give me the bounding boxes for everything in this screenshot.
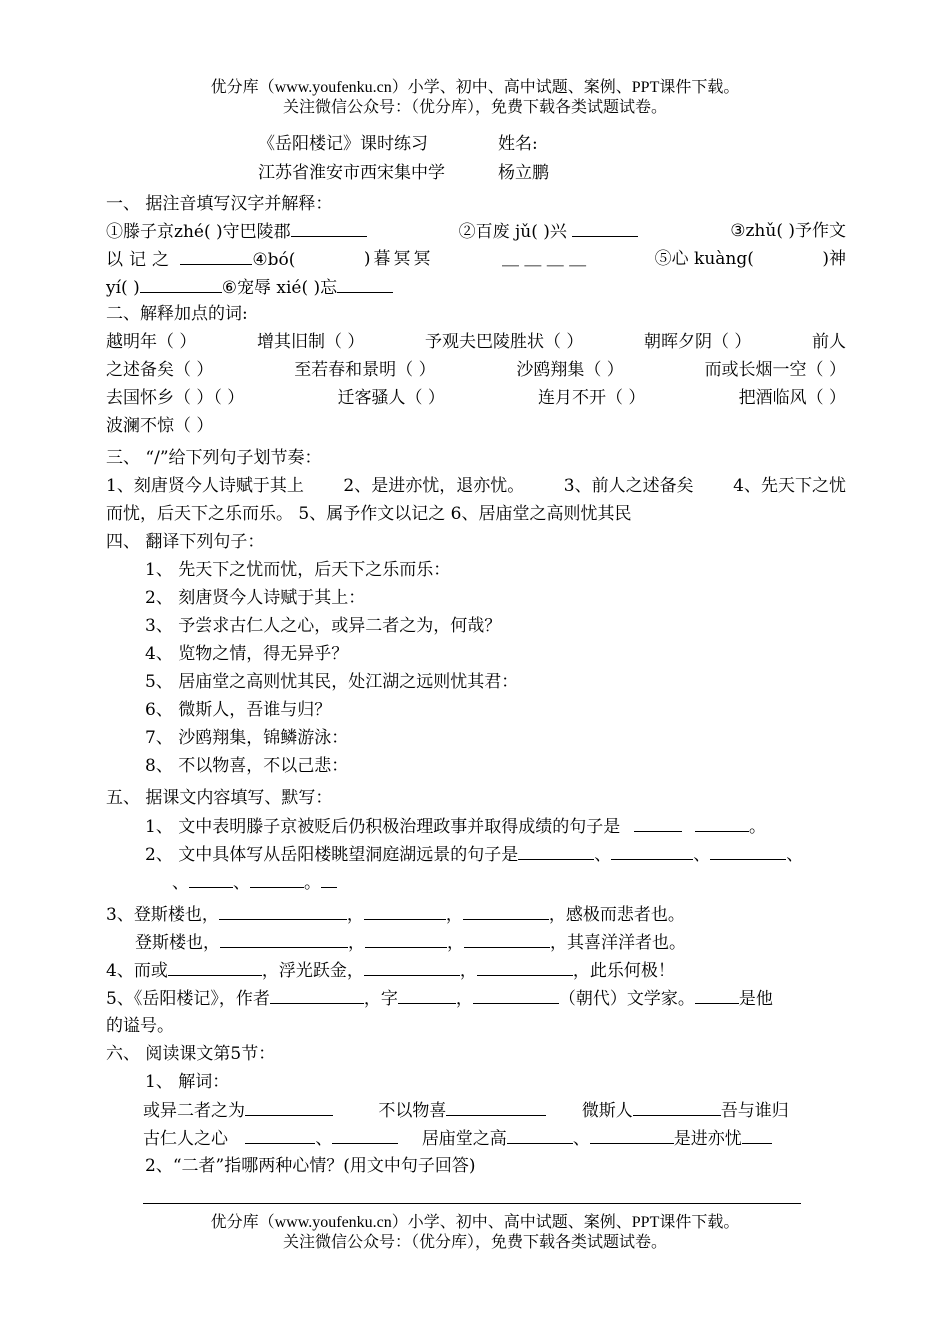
- fill-question-4: 4、而或 ，浮光跃金， ， ，此乐何极！: [106, 961, 675, 981]
- answer-blank[interactable]: [446, 1099, 546, 1116]
- answer-blank[interactable]: [140, 276, 222, 293]
- school-name: 江苏省淮安市西宋集中学: [258, 163, 445, 183]
- answer-blank[interactable]: [695, 987, 739, 1004]
- answer-blank[interactable]: [245, 1127, 315, 1144]
- fill-question-5-continued: 的谥号。: [106, 1016, 174, 1036]
- section-2-row-2: 之述备矣（ ） 至若春和景明（ ） 沙鸥翔集（ ） 而或长烟一空（ ）: [106, 360, 846, 380]
- footer-line-2: 关注微信公众号：（优分库），免费下载各类试题试卷。: [282, 1234, 667, 1251]
- answer-blank[interactable]: [463, 903, 549, 920]
- answer-blank[interactable]: [180, 248, 252, 265]
- page-title: 《岳阳楼记》课时练习: [258, 134, 428, 154]
- answer-blank[interactable]: [337, 276, 393, 293]
- answer-blank[interactable]: [590, 1127, 674, 1144]
- answer-blank[interactable]: [710, 843, 786, 860]
- section-6-heading: 六、 阅读课文第5节：: [106, 1044, 276, 1064]
- answer-blank[interactable]: [695, 815, 749, 832]
- answer-blank[interactable]: [189, 871, 233, 888]
- section-2-row-3: 去国怀乡（ ）（ ） 迁客骚人（ ） 连月不开（ ） 把酒临风（ ）: [106, 388, 846, 408]
- fill-question-2-continued: 、 、 。: [172, 871, 337, 894]
- answer-blank[interactable]: [219, 903, 347, 920]
- answer-blank[interactable]: [220, 931, 348, 948]
- section-3-line-2: 而忧，后天下之乐而乐。 5、属予作文以记之 6、居庙堂之高则忧其民: [106, 504, 632, 524]
- section-6-sub-2: 2、“二者”指哪两种心情？(用文中句子回答): [145, 1156, 476, 1176]
- section-1-heading: 一、 据注音填写汉字并解释：: [106, 194, 333, 214]
- section-4-heading: 四、 翻译下列句子：: [106, 532, 265, 552]
- answer-line[interactable]: [143, 1203, 801, 1204]
- answer-blank[interactable]: [572, 220, 638, 237]
- vocab-line-1: 或异二者之为 不以物喜 微斯人 吾与谁归: [143, 1101, 789, 1121]
- answer-blank[interactable]: [634, 815, 682, 832]
- header-line-2: 关注微信公众号：（优分库），免费下载各类试题试卷。: [282, 99, 667, 116]
- section-6-sub-1: 1、 解词：: [145, 1072, 230, 1092]
- answer-blank[interactable]: [611, 843, 693, 860]
- answer-blank[interactable]: [364, 959, 460, 976]
- answer-blank[interactable]: [365, 931, 447, 948]
- translate-item: 7、 沙鸥翔集，锦鳞游泳：: [145, 728, 349, 748]
- author-name: 杨立鹏: [498, 163, 549, 183]
- answer-blank[interactable]: [473, 987, 559, 1004]
- answer-blank[interactable]: [464, 931, 550, 948]
- vocab-line-2: 古仁人之心 、 居庙堂之高 、 是进亦忧: [143, 1127, 772, 1150]
- name-label: 姓名:: [498, 134, 538, 154]
- translate-item: 2、 刻唐贤今人诗赋于其上：: [145, 588, 366, 608]
- answer-blank[interactable]: [364, 903, 446, 920]
- answer-blank[interactable]: [742, 1127, 772, 1144]
- answer-blank[interactable]: [633, 1099, 721, 1116]
- section-5-heading: 五、 据课文内容填写、默写：: [106, 788, 333, 808]
- section-2-row-4: 波澜不惊（ ）: [106, 416, 214, 436]
- translate-item: 5、 居庙堂之高则忧其民，处江湖之远则忧其君：: [145, 672, 519, 692]
- answer-blank[interactable]: [332, 1127, 398, 1144]
- answer-blank[interactable]: [507, 1127, 573, 1144]
- section-2-row-1: 越明年（ ） 增其旧制（ ） 予观夫巴陵胜状（ ） 朝晖夕阴（ ） 前人: [106, 332, 846, 352]
- answer-blank[interactable]: [250, 871, 304, 888]
- section-2-heading: 二、解释加点的词:: [106, 304, 248, 324]
- answer-blank[interactable]: [477, 959, 573, 976]
- fill-question-1: 1、 文中表明滕子京被贬后仍积极治理政事并取得成绩的句子是 。: [145, 817, 767, 837]
- answer-blank[interactable]: [291, 220, 367, 237]
- translate-item: 1、 先天下之忧而忧，后天下之乐而乐：: [145, 560, 451, 580]
- section-3-line-1: 1、刻唐贤今人诗赋于其上 2、是进亦忧，退亦忧。 3、前人之述备矣 4、先天下之忧: [106, 476, 846, 496]
- answer-blank[interactable]: [270, 987, 364, 1004]
- section-3-heading: 三、 “/”给下列句子划节奏：: [106, 448, 322, 468]
- answer-blank[interactable]: [168, 959, 262, 976]
- translate-item: 8、 不以物喜，不以己悲：: [145, 756, 349, 776]
- translate-item: 4、 览物之情，得无异乎？: [145, 644, 349, 664]
- fill-question-3a: 3、登斯楼也， ， ， ，感极而悲者也。: [106, 905, 685, 925]
- fill-question-2: 2、 文中具体写从岳阳楼眺望洞庭湖远景的句子是 、 、 、: [145, 845, 804, 865]
- section-1-line-3: yí( ) ⑥宠辱 xié( )忘: [106, 276, 393, 299]
- translate-item: 3、 予尝求古仁人之心，或异二者之为，何哉？: [145, 616, 502, 636]
- section-1-line-1: ①滕子京zhé( )守巴陵郡 ②百废 jǔ( )兴 ③zhǔ( )予作文: [106, 221, 846, 242]
- section-1-line-2: 以记之 ④bó( )暮冥冥 ＿ ＿ ＿ ＿ ⑤心 kuàng( )神: [106, 249, 846, 270]
- translate-item: 6、 微斯人，吾谁与归？: [145, 700, 332, 720]
- header-line-1: 优分库（www.youfenku.cn）小学、初中、高中试题、案例、PPT课件下载。: [210, 79, 740, 96]
- fill-question-3b: 登斯楼也， ， ， ，其喜洋洋者也。: [135, 933, 686, 953]
- answer-blank[interactable]: [518, 843, 594, 860]
- answer-blank[interactable]: [245, 1099, 333, 1116]
- fill-question-5: 5、《岳阳楼记》，作者 ，字 ， （朝代）文学家。 是他: [106, 989, 773, 1009]
- answer-blank[interactable]: [398, 987, 456, 1004]
- footer-line-1: 优分库（www.youfenku.cn）小学、初中、高中试题、案例、PPT课件下载。: [210, 1214, 740, 1231]
